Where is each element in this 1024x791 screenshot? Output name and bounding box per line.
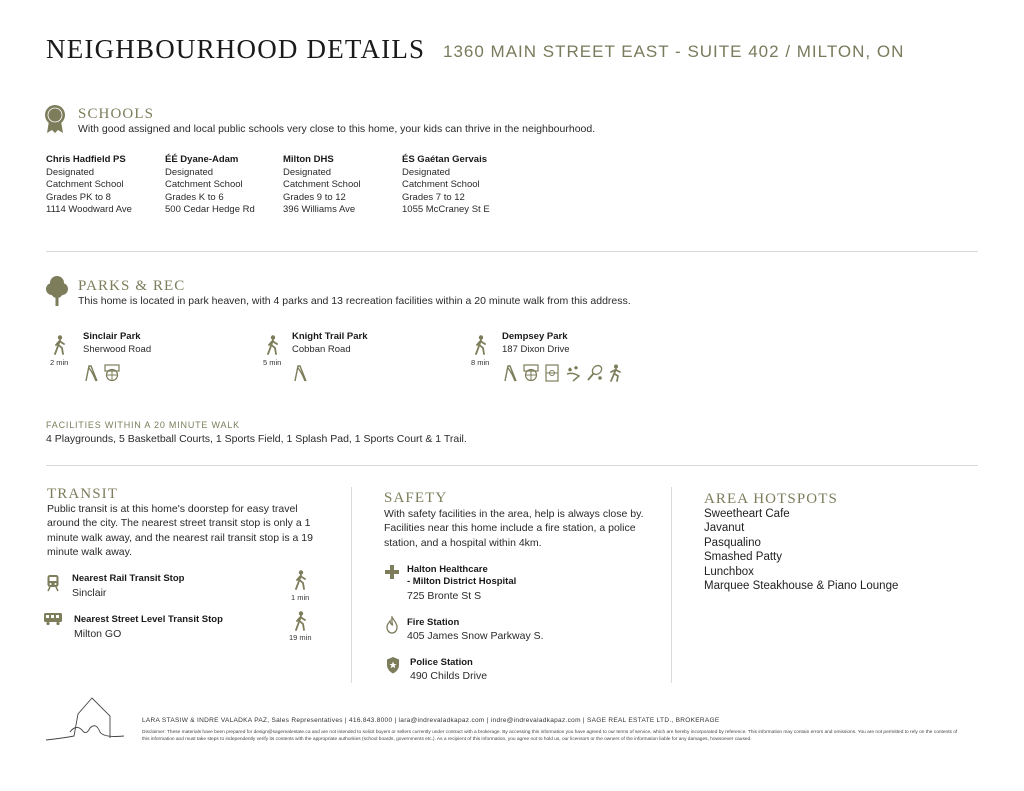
section-divider — [46, 465, 978, 466]
hospital-name: Halton Healthcare — [407, 564, 488, 575]
park-facilities — [292, 364, 308, 382]
list-item: Pasqualino — [704, 536, 761, 549]
park-name: Sinclair Park — [83, 331, 141, 342]
school-type: Designated — [165, 166, 214, 178]
police-station-label: Police Station — [410, 657, 473, 668]
rail-stop-label: Nearest Rail Transit Stop — [72, 573, 185, 584]
school-type: Designated — [402, 166, 451, 178]
school-address: 396 Williams Ave — [283, 204, 356, 215]
school-grades: Grades 7 to 12 — [402, 191, 465, 203]
list-item: Marquee Steakhouse & Piano Lounge — [704, 580, 899, 593]
slide-icon — [292, 364, 308, 382]
column-divider — [671, 487, 672, 683]
basketball-icon — [522, 364, 540, 382]
section-divider — [46, 251, 978, 252]
list-item: Sweetheart Cafe — [704, 508, 790, 520]
walk-time: 2 min — [50, 358, 69, 367]
column-divider — [351, 487, 352, 683]
splash-pad-icon — [564, 364, 582, 382]
park-facilities — [502, 364, 622, 382]
schools-heading: SCHOOLS — [78, 106, 155, 122]
flame-icon — [386, 616, 398, 634]
facilities-summary: 4 Playgrounds, 5 Basketball Courts, 1 Sports Field, 1 Splash Pad, 1 Sports Court & 1 Trail. — [46, 433, 467, 445]
school-card — [402, 154, 490, 217]
school-zone: Catchment School — [46, 179, 124, 190]
parks-heading: PARKS & REC — [78, 278, 186, 294]
basketball-icon — [103, 364, 121, 382]
house-logo-icon — [44, 694, 126, 744]
tree-icon — [46, 275, 68, 307]
sports-field-icon — [544, 364, 560, 382]
street-stop-label: Nearest Street Level Transit Stop — [74, 614, 223, 625]
slide-icon — [502, 364, 518, 382]
walk-time: 19 min — [289, 633, 312, 642]
park-road: 187 Dixon Drive — [502, 344, 570, 355]
hospital-address: 725 Bronte St S — [407, 590, 482, 602]
park-road: Sherwood Road — [83, 344, 152, 355]
park-name: Dempsey Park — [502, 331, 568, 342]
school-zone: Catchment School — [165, 179, 243, 190]
school-name: Milton DHS — [283, 154, 334, 165]
hotspots-list — [704, 507, 898, 593]
safety-heading: SAFETY — [384, 490, 448, 506]
ribbon-badge-icon — [44, 104, 66, 134]
school-name: Chris Hadfield PS — [46, 154, 126, 165]
medical-cross-icon — [385, 565, 399, 579]
fire-station-address: 405 James Snow Parkway S. — [407, 630, 544, 642]
hospital-label — [407, 564, 516, 588]
rail-stop-value: Sinclair — [72, 587, 107, 599]
footer-disclaimer: Disclaimer: These materials have been prepared for design@sagerealestate.ca and are not intended to solicit buyers or sellers currently under contract with a brokerage. By accessing this information you have agreed to our terms of service, which are hereby incorporated by reference. This information may contain errors and omissions. You are not permitted to rely on the contents of this information and must take steps to independently verify its contents with the appropriate authorities (school boards, governments etc.). As a recipient of this information, you agree not to hold us, our licensors or the owners of the information liable for any damages, howsoever caused. — [142, 730, 958, 742]
school-type: Designated — [46, 166, 95, 178]
school-card — [283, 154, 361, 217]
tennis-icon — [586, 364, 604, 382]
transit-heading: TRANSIT — [47, 486, 119, 502]
parks-description: This home is located in park heaven, with 4 parks and 13 recreation facilities within a 20 minute walk from this address. — [78, 295, 631, 307]
school-grades: Grades 9 to 12 — [283, 191, 346, 203]
facilities-title: FACILITIES WITHIN A 20 MINUTE WALK — [46, 420, 240, 430]
school-type: Designated — [283, 166, 332, 178]
street-stop-value: Milton GO — [74, 628, 122, 640]
walking-person-icon — [294, 570, 308, 590]
school-address: 1114 Woodward Ave — [46, 204, 132, 215]
school-card — [165, 154, 255, 217]
walk-time: 5 min — [263, 358, 282, 367]
school-zone: Catchment School — [283, 179, 361, 190]
walking-person-icon — [294, 611, 308, 631]
park-road: Cobban Road — [292, 344, 351, 355]
police-badge-icon — [386, 657, 400, 674]
trail-runner-icon — [608, 364, 622, 382]
park-facilities — [83, 364, 121, 382]
property-address: 1360 MAIN STREET EAST - SUITE 402 / MILTON, ON — [443, 42, 905, 61]
safety-description: With safety facilities in the area, help is always close by. Facilities near this home include a fire station, a police station, and a hospital within 4km. — [384, 508, 644, 549]
footer-contact: LARA STASIW & INDRE VALADKA PAZ, Sales Representatives | 416.843.8000 | lara@indrevaladkapaz.com | indre@indrevaladkapaz.com | SAGE REAL ESTATE LTD., BROKERAGE — [142, 717, 720, 724]
list-item: Lunchbox — [704, 565, 754, 578]
train-icon — [46, 574, 60, 592]
school-address: 1055 McCraney St E — [402, 204, 490, 215]
list-item: Javanut — [704, 522, 745, 535]
walk-time: 8 min — [471, 358, 490, 367]
park-name: Knight Trail Park — [292, 331, 368, 342]
police-station-address: 490 Childs Drive — [410, 670, 488, 682]
walking-person-icon — [266, 335, 280, 355]
school-card — [46, 154, 132, 217]
school-address: 500 Cedar Hedge Rd — [165, 204, 255, 215]
school-grades: Grades PK to 8 — [46, 191, 111, 203]
walk-time: 1 min — [291, 593, 310, 602]
transit-description: Public transit is at this home's doorstep for easy travel around the city. The nearest street transit stop is only a 1 minute walk away, and the nearest rail transit stop is a 19 minute walk away. — [47, 503, 313, 558]
walking-person-icon — [474, 335, 488, 355]
schools-description: With good assigned and local public schools very close to this home, your kids can thrive in the neighbourhood. — [78, 123, 596, 135]
school-zone: Catchment School — [402, 179, 480, 190]
fire-station-label: Fire Station — [407, 617, 460, 628]
bus-icon — [43, 612, 63, 626]
school-name: ÉS Gaétan Gervais — [402, 154, 488, 165]
list-item: Smashed Patty — [704, 551, 782, 564]
hotspots-heading: AREA HOTSPOTS — [704, 491, 838, 507]
hospital-subname: - Milton District Hospital — [407, 576, 517, 587]
school-name: ÉÉ Dyane-Adam — [165, 154, 239, 165]
walking-person-icon — [53, 335, 67, 355]
slide-icon — [83, 364, 99, 382]
page-title: NEIGHBOURHOOD DETAILS — [46, 34, 426, 64]
school-grades: Grades K to 6 — [165, 191, 224, 203]
